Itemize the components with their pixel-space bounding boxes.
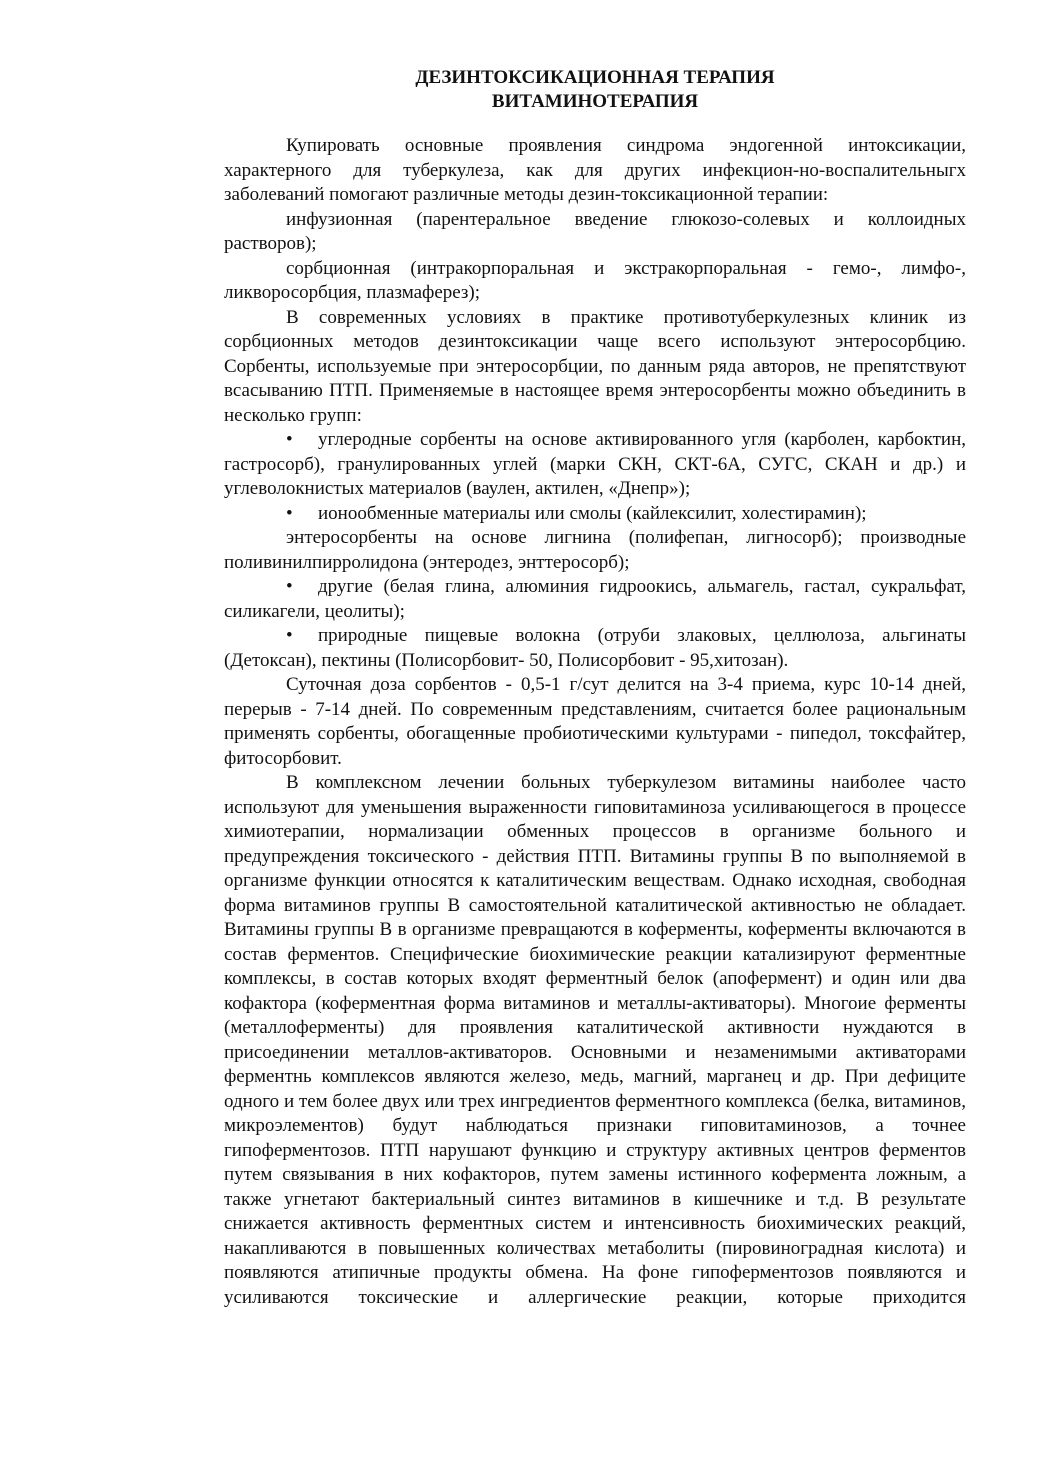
title-line-1: ДЕЗИНТОКСИКАЦИОННАЯ ТЕРАПИЯ bbox=[415, 67, 775, 88]
bullet-icon: • bbox=[286, 576, 293, 597]
list-item: энтеросорбенты на основе лигнина (полифепан, лигносорб); производные поливинилпирролидона (энтеродез, энттеросорб); bbox=[224, 527, 966, 573]
bullet-icon: • bbox=[286, 502, 293, 524]
paragraph: Суточная доза сорбентов - 0,5-1 г/сут делится на 3-4 приема, курс 10-14 дней, перерыв - 7-14 дней. По современным представлениям, считается более рациональным применять сорбенты, обогащенные пробиотическими культурами - пипедол, токсфайтер, фитосорбовит. bbox=[224, 674, 966, 769]
page-title bbox=[224, 66, 966, 114]
bullet-text: углеродные сорбенты на основе активированного угля (карболен, карбоктин, гастросорб), гранулированных углей (марки СКН, СКТ-6А, СУГС, СКАН и др.) и углеволокнистых материалов (ваулен, актилен, «Днепр»); bbox=[224, 429, 966, 499]
list-item: сорбционная (интракорпоральная и экстракорпоральная - гемо-, лимфо-, ликворосорбция, плазмаферез); bbox=[224, 257, 966, 303]
bullet-icon: • bbox=[286, 429, 293, 450]
title-line-2: ВИТАМИНОТЕРАПИЯ bbox=[491, 91, 699, 112]
bullet-item bbox=[224, 624, 966, 673]
paragraph: В современных условиях в практике противотуберкулезных клиник из сорбционных методов дезинтоксикации чаще всего используют энтеросорбцию. Сорбенты, используемые при энтеросорбции, по данным ряда авторов, не препятствуют всасыванию ПТП. Применяемые в настоящее время энтеросорбенты можно объединить в несколько групп: bbox=[224, 306, 966, 426]
bullet-item bbox=[224, 502, 966, 527]
paragraph: В комплексном лечении больных туберкулезом витамины наиболее часто используют для уменьшения выраженности гиповитаминоза усиливающегося в процессе химиотерапии, нормализации обменных процессов в организме больного и предупреждения токсического - действия ПТП. Витамины группы В по выполняемой в организме функции относятся к каталитическим веществам. Однако исходная, свободная форма витаминов группы В самостоятельной каталитической активностью не обладает. Витамины группы В в организме превращаются в коферменты, коферменты включаются в состав ферментов. Специфические биохимические реакции катализируют ферментные комплексы, в состав которых входят ферментный белок (апофермент) и один или два кофактора (коферментная форма витаминов и металлы-активаторы). Многоие ферменты (металлоферменты) для проявления каталитической активности нуждаются в присоединении металлов-активаторов. Основными и незаменимыми активаторами ферментнь комплексов являются железо, медь, магний, марганец и др. При дефиците одного и тем более двух или трех ингредиентов ферментного комплекса (белка, витаминов, микроэлементов) будут наблюдаться признаки гиповитаминозов, а точнее гипоферментозов. ПТП нарушают функцию и структуру активных центров ферментов путем связывания в них кофакторов, путем замены истинного кофермента ложным, а также угнетают бактериальный синтез витаминов в кишечнике и т.д. В результате снижается активность ферментных систем и интенсивность биохимических реакций, накапливаются в повышенных количествах метаболиты (пировиноградная кислота) и появляются атипичные продукты обмена. На фоне гипоферментозов появляются и усиливаются токсические и аллергические реакции, которые приходится bbox=[224, 772, 966, 1308]
bullet-item bbox=[224, 428, 966, 502]
bullet-item bbox=[224, 575, 966, 624]
bullet-text: другие (белая глина, алюминия гидроокись, альмагель, гастал, сукральфат, силикагели, цеолиты); bbox=[224, 576, 966, 622]
document-body bbox=[224, 134, 966, 1310]
list-item: инфузионная (парентеральное введение глюкозо-солевых и коллоидных растворов); bbox=[224, 208, 966, 254]
bullet-icon: • bbox=[286, 625, 293, 646]
paragraph: Купировать основные проявления синдрома эндогенной интоксикации, характерного для туберкулеза, как для других инфекцион-но-воспалительныгх заболеваний помогают различные методы дезин-токсикационной терапии: bbox=[224, 135, 966, 205]
bullet-text: природные пищевые волокна (отруби злаковых, целлюлоза, альгинаты (Детоксан), пектины (Полисорбовит- 50, Полисорбовит - 95,хитозан). bbox=[224, 625, 966, 671]
bullet-text: ионообменные материалы или смолы (кайлексилит, холестирамин); bbox=[318, 502, 867, 524]
